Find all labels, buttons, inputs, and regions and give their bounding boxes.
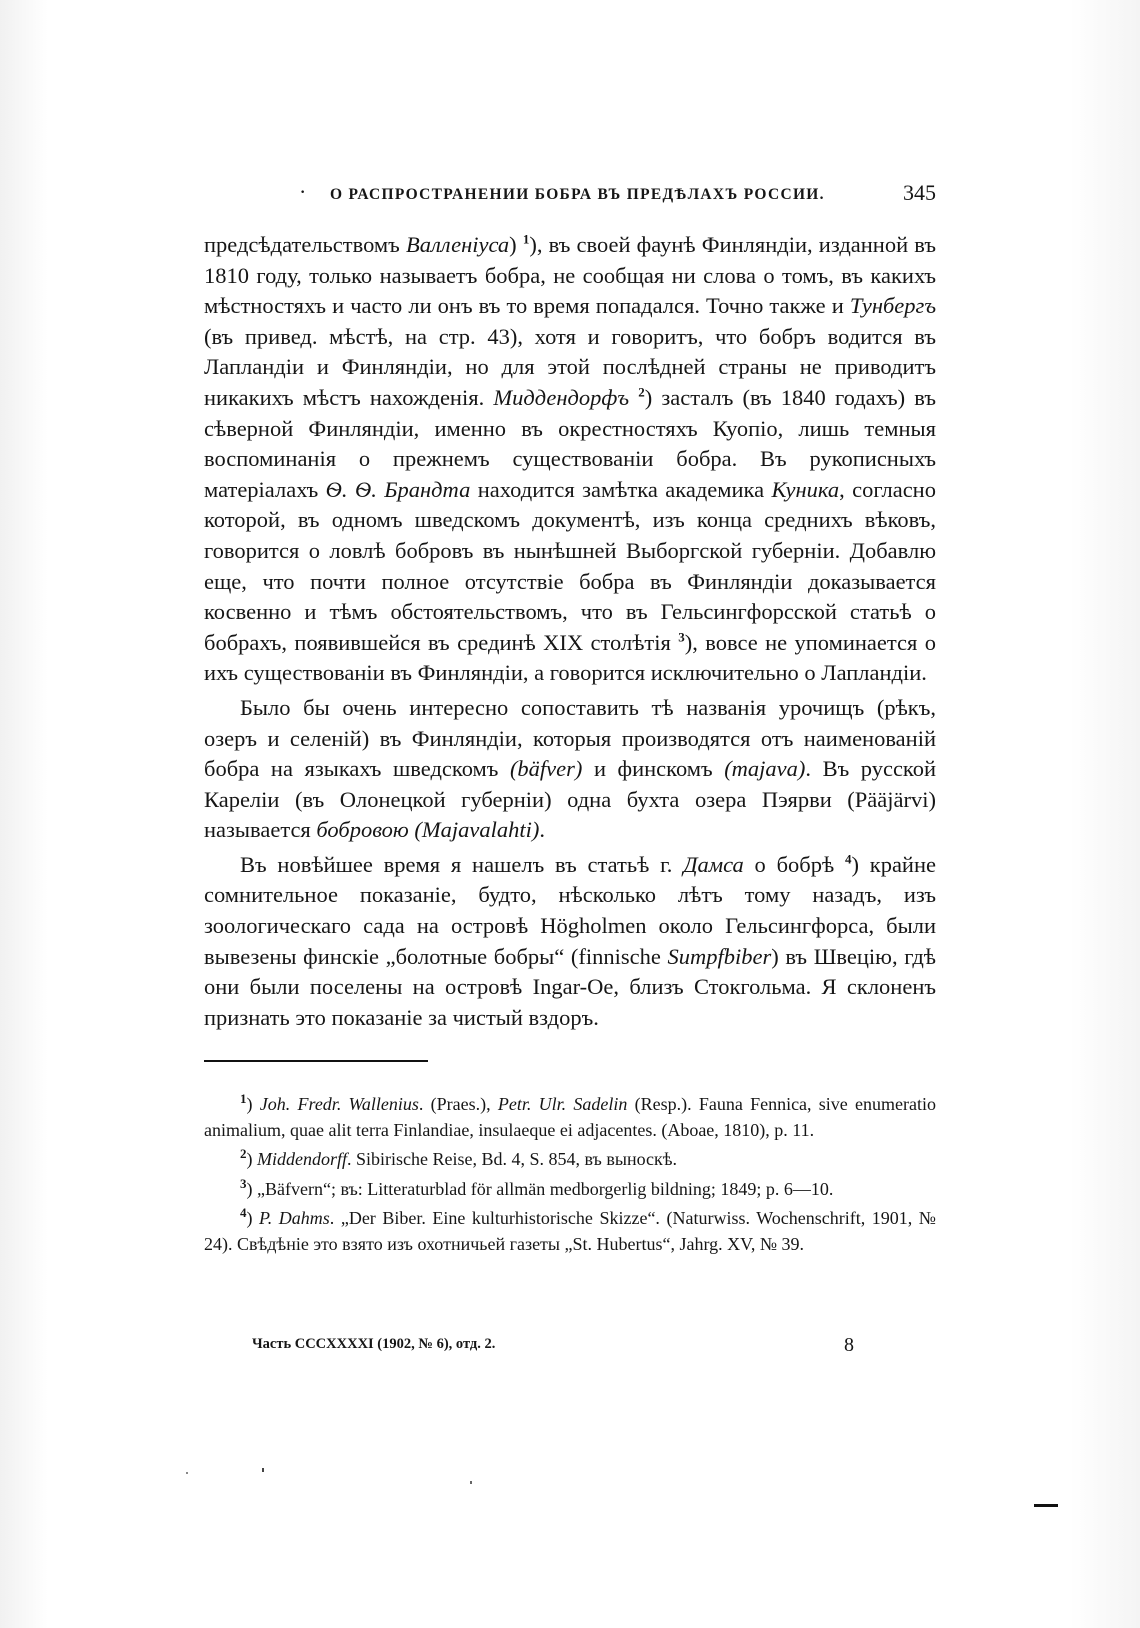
running-header: [300, 180, 936, 210]
text-run: о бобрѣ: [743, 851, 845, 877]
footnote-marker: 3: [240, 1175, 247, 1191]
italic-text: Миддендорфъ: [493, 384, 630, 410]
italic-text: Petr. Ulr. Sadelin: [497, 1094, 628, 1114]
body-text: [204, 230, 936, 1033]
page-number: 345: [903, 180, 936, 205]
text-run: находится замѣтка академика: [470, 476, 772, 502]
footnote-marker: 4: [240, 1205, 247, 1220]
footnote-marker: 2: [240, 1146, 247, 1161]
text-run: (въ привед. мѣстѣ, на стр. 43), хотя и говоритъ, что бобръ водится въ Лапландіи и Финляндіи, но для этой послѣдней страны не приводитъ никакихъ мѣстъ нахожденія.: [204, 323, 936, 410]
text-run: ): [509, 232, 523, 257]
signature-line: Часть CCCXXXXI (1902, № 6), отд. 2.: [252, 1336, 496, 1352]
text-run: . (Praes.),: [418, 1094, 498, 1114]
italic-text: (bäfver): [509, 756, 583, 782]
text-run: Было бы очень интересно сопоставить тѣ названія урочищъ (рѣкъ, озеръ и селеній) въ Финляндіи, которыя производятся отъ наименованій бобра на языкахъ шведскомъ: [204, 694, 936, 782]
text-run: и финскомъ: [582, 756, 725, 782]
text-run: . Sibirische Reise, Bd. 4, S. 854, въ выноскѣ.: [347, 1149, 678, 1169]
text-run: .: [539, 817, 545, 843]
text-run: [629, 385, 638, 410]
scan-speck: [262, 1468, 264, 1472]
italic-text: Куника: [771, 476, 840, 502]
footnote-marker: 3: [678, 629, 685, 645]
italic-text: Joh. Fredr. Wallenius: [259, 1094, 419, 1114]
italic-text: Тунбергъ: [849, 293, 936, 319]
body-paragraph: [204, 850, 936, 1034]
page-edge-shadow-right: [1070, 0, 1140, 1628]
footnote-marker: 2: [638, 384, 645, 400]
header-marker: ·: [300, 184, 306, 201]
text-run: ): [246, 1208, 260, 1228]
italic-text: Ѳ. Ѳ. Брандта: [325, 476, 471, 502]
footnote-rule: [204, 1060, 428, 1062]
footnote: [204, 1147, 936, 1173]
italic-text: Sumpfbiber: [667, 943, 772, 969]
scan-speck: [186, 1472, 188, 1474]
body-paragraph: [204, 693, 936, 846]
text-run: , согласно которой, въ одномъ шведскомъ документѣ, изъ конца среднихъ вѣковъ, говорится о ловлѣ бобровъ въ нынѣшней Выборгской губерніи. Добавлю еще, что почти полное отсутствіе бобра въ Финляндіи доказывается косвенно и тѣмъ обстоятельствомъ, что въ Гельсингфорсской статьѣ о бобрахъ, появившейся въ срединѣ XIX столѣтія: [204, 476, 936, 655]
italic-text: Middendorff: [257, 1149, 347, 1169]
scan-speck: [470, 1481, 472, 1484]
italic-text: P. Dahms: [259, 1208, 330, 1228]
text-run: ) засталъ (въ 1840 годахъ) въ сѣверной Финляндіи, именно въ окрестностяхъ Куопіо, лишь темныя воспоминанія о прежнемъ существованіи бобра. Въ рукописныхъ матеріалахъ: [204, 384, 937, 502]
sheet-number: 8: [844, 1334, 854, 1356]
text-run: предсѣдательствомъ: [204, 232, 406, 257]
italic-text: бобровою (Majavalahti): [316, 817, 540, 843]
text-run: ) крайне сомнительное показаніе, будто, нѣсколько лѣтъ тому назадъ, изъ зоологическаго сада на островѣ Högholmen около Гельсингфорса, были вывезены финскіе „болотные бобры“ (finnische: [204, 851, 936, 969]
footnotes: [204, 1092, 936, 1261]
text-run: . „Der Biber. Eine kulturhistorische Skizze“. (Naturwiss. Wochenschrift, 1901, № 24). Свѣдѣніе это взято изъ охотничьей газеты „St. Hubertus“, Jahrg. XV, № 39.: [204, 1208, 936, 1254]
scan-mark-right: [1034, 1504, 1058, 1507]
footnote: [204, 1177, 936, 1203]
text-run: ) въ Швецію, гдѣ они были поселены на островѣ Ingar-Oe, близъ Стокгольма. Я склоненъ признать это показаніе за чистый вздоръ.: [204, 943, 936, 1030]
italic-text: Дамса: [683, 851, 744, 877]
text-run: ): [246, 1094, 260, 1114]
footnote-marker: 1: [522, 231, 530, 247]
italic-text: Валленіуса: [405, 232, 510, 257]
text-run: (Resp.). Fauna Fennica, sive enumeratio animalium, quae alit terra Finlandiae, insulaeque ei adjacentes. (Aboae, 1810), p. 11.: [204, 1094, 936, 1140]
page-footer: [252, 1334, 936, 1364]
text-run: . Въ русской Кареліи (въ Олонецкой губерніи) одна бухта озера Пэярви (Pääjärvi) называется: [204, 756, 937, 843]
footnote: [204, 1206, 936, 1257]
text-run: ) „Bäfvern“; въ: Litteraturblad för allmän medborgerlig bildning; 1849; p. 6—10.: [246, 1178, 834, 1199]
running-title: О РАСПРОСТРАНЕНИИ БОБРА ВЪ ПРЕДѢЛАХЪ РОССИИ.: [330, 186, 825, 203]
page-edge-shadow-left: [0, 0, 48, 1628]
text-run: ): [246, 1149, 257, 1169]
text-run: Въ новѣйшее время я нашелъ въ статьѣ г.: [240, 851, 684, 877]
text-run: ), въ своей фаунѣ Финляндіи, изданной въ 1810 году, только называетъ бобра, не сообщая ни слова о томъ, въ какихъ мѣстностяхъ и часто ли онъ въ то время попадался. Точно также и: [204, 232, 936, 319]
footnote-marker: 4: [844, 851, 852, 867]
body-paragraph: [204, 230, 936, 689]
text-run: ), вовсе не упоминается о ихъ существованіи въ Финляндіи, а говорится исключительно о Лапландіи.: [204, 629, 936, 686]
footnote: [204, 1092, 936, 1143]
footnote-marker: 1: [240, 1091, 247, 1106]
italic-text: (majava): [724, 756, 806, 782]
